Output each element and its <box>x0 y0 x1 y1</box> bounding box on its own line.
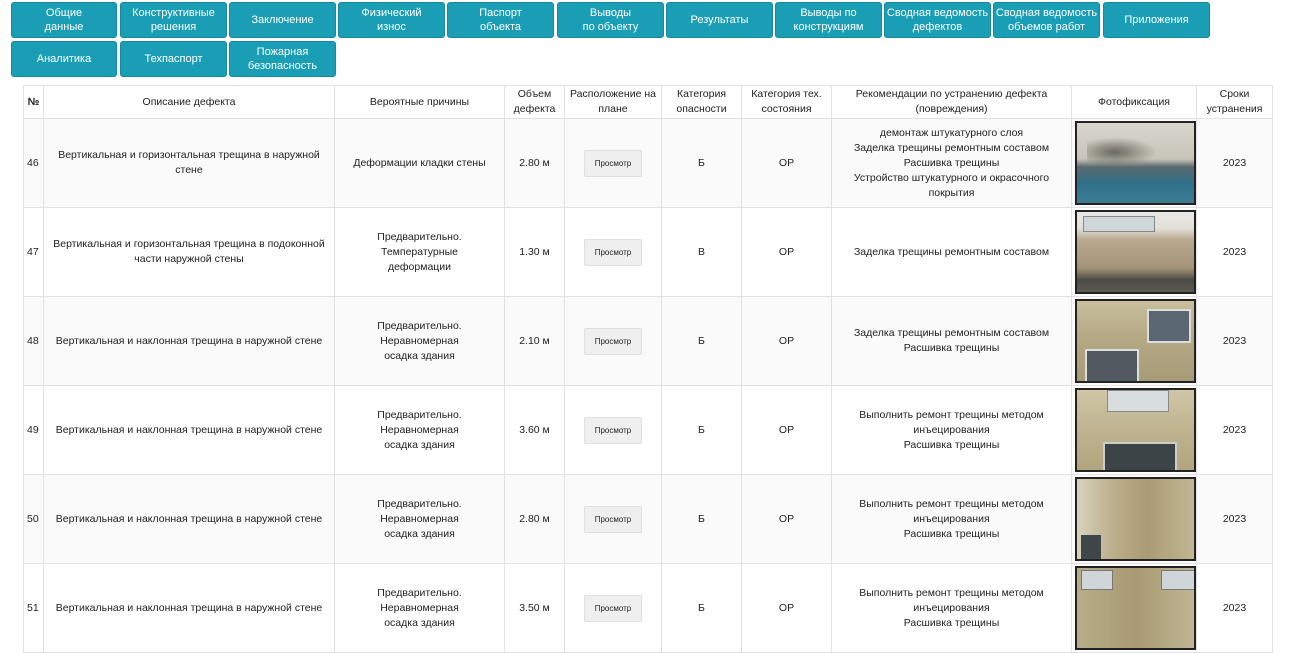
recommendations: Выполнить ремонт трещины методом инъецирования Расшивка трещины <box>832 386 1072 475</box>
table-row <box>24 386 1273 475</box>
danger-category: Б <box>662 119 742 208</box>
column-header: № <box>24 86 44 119</box>
nav-button[interactable]: Пожарная безопасность <box>229 41 336 77</box>
nav-button[interactable]: Сводная ведомость дефектов <box>884 2 991 38</box>
nav-button[interactable]: Сводная ведомость объемов работ <box>993 2 1100 38</box>
recommendations: Выполнить ремонт трещины методом инъецирования Расшивка трещины <box>832 475 1072 564</box>
nav-button[interactable]: Выводы по объекту <box>557 2 664 38</box>
danger-category: Б <box>662 386 742 475</box>
tech-state-category: ОР <box>742 475 832 564</box>
defect-description: Вертикальная и наклонная трещина в наружной стене <box>44 297 335 386</box>
table-row <box>24 564 1273 653</box>
view-on-plan-button[interactable]: Просмотр <box>584 417 643 444</box>
defect-photo[interactable] <box>1075 121 1196 205</box>
probable-cause: Деформации кладки стены <box>335 119 505 208</box>
view-on-plan-button[interactable]: Просмотр <box>584 595 643 622</box>
table-row <box>24 297 1273 386</box>
plan-location-cell <box>565 475 662 564</box>
tech-state-category: ОР <box>742 297 832 386</box>
table-row <box>24 475 1273 564</box>
plan-location-cell <box>565 208 662 297</box>
fix-deadline: 2023 <box>1197 564 1273 653</box>
plan-location-cell <box>565 564 662 653</box>
nav-button[interactable]: Приложения <box>1103 2 1210 38</box>
nav-button[interactable]: Аналитика <box>11 41 117 77</box>
fix-deadline: 2023 <box>1197 297 1273 386</box>
tech-state-category: ОР <box>742 564 832 653</box>
defect-photo[interactable] <box>1075 210 1196 294</box>
defect-description: Вертикальная и наклонная трещина в наружной стене <box>44 475 335 564</box>
row-number: 48 <box>24 297 44 386</box>
column-header: Описание дефекта <box>44 86 335 119</box>
nav-button[interactable]: Паспорт объекта <box>447 2 554 38</box>
photo-cell <box>1072 119 1197 208</box>
view-on-plan-button[interactable]: Просмотр <box>584 239 643 266</box>
photo-cell <box>1072 297 1197 386</box>
view-on-plan-button[interactable]: Просмотр <box>584 506 643 533</box>
danger-category: Б <box>662 475 742 564</box>
defect-description: Вертикальная и наклонная трещина в наружной стене <box>44 564 335 653</box>
danger-category: В <box>662 208 742 297</box>
top-navigation <box>0 0 1300 80</box>
defect-photo[interactable] <box>1075 388 1196 472</box>
photo-cell <box>1072 386 1197 475</box>
recommendations: демонтаж штукатурного слоя Заделка трещины ремонтным составом Расшивка трещины Устройство штукатурного и окрасочного покрытия <box>832 119 1072 208</box>
plan-location-cell <box>565 297 662 386</box>
probable-cause: Предварительно. Неравномерная осадка здания <box>335 386 505 475</box>
defects-table-container <box>23 85 1272 653</box>
defect-description: Вертикальная и горизонтальная трещина в подоконной части наружной стены <box>44 208 335 297</box>
table-header-row <box>24 86 1273 119</box>
nav-button[interactable]: Общие данные <box>11 2 117 38</box>
plan-location-cell <box>565 386 662 475</box>
defect-photo[interactable] <box>1075 299 1196 383</box>
probable-cause: Предварительно. Неравномерная осадка здания <box>335 475 505 564</box>
probable-cause: Предварительно. Температурные деформации <box>335 208 505 297</box>
defect-photo[interactable] <box>1075 477 1196 561</box>
row-number: 49 <box>24 386 44 475</box>
nav-button[interactable]: Физический износ <box>338 2 445 38</box>
table-row <box>24 208 1273 297</box>
fix-deadline: 2023 <box>1197 386 1273 475</box>
defect-volume: 1.30 м <box>505 208 565 297</box>
nav-button[interactable]: Результаты <box>666 2 773 38</box>
photo-cell <box>1072 208 1197 297</box>
probable-cause: Предварительно. Неравномерная осадка здания <box>335 564 505 653</box>
defect-photo[interactable] <box>1075 566 1196 650</box>
view-on-plan-button[interactable]: Просмотр <box>584 150 643 177</box>
view-on-plan-button[interactable]: Просмотр <box>584 328 643 355</box>
column-header: Фотофиксация <box>1072 86 1197 119</box>
probable-cause: Предварительно. Неравномерная осадка здания <box>335 297 505 386</box>
defect-description: Вертикальная и наклонная трещина в наружной стене <box>44 386 335 475</box>
danger-category: Б <box>662 297 742 386</box>
tech-state-category: ОР <box>742 208 832 297</box>
column-header: Вероятные причины <box>335 86 505 119</box>
tech-state-category: ОР <box>742 119 832 208</box>
column-header: Рекомендации по устранению дефекта (повреждения) <box>832 86 1072 119</box>
recommendations: Выполнить ремонт трещины методом инъецирования Расшивка трещины <box>832 564 1072 653</box>
fix-deadline: 2023 <box>1197 475 1273 564</box>
column-header: Сроки устранения <box>1197 86 1273 119</box>
tech-state-category: ОР <box>742 386 832 475</box>
nav-button[interactable]: Заключение <box>229 2 336 38</box>
column-header: Объем дефекта <box>505 86 565 119</box>
defect-volume: 3.50 м <box>505 564 565 653</box>
nav-button[interactable]: Конструктивные решения <box>120 2 227 38</box>
nav-button[interactable]: Техпаспорт <box>120 41 227 77</box>
recommendations: Заделка трещины ремонтным составом Расшивка трещины <box>832 297 1072 386</box>
row-number: 51 <box>24 564 44 653</box>
row-number: 46 <box>24 119 44 208</box>
defect-volume: 2.80 м <box>505 119 565 208</box>
recommendations: Заделка трещины ремонтным составом <box>832 208 1072 297</box>
defect-volume: 2.80 м <box>505 475 565 564</box>
fix-deadline: 2023 <box>1197 208 1273 297</box>
plan-location-cell <box>565 119 662 208</box>
column-header: Категория тех. состояния <box>742 86 832 119</box>
danger-category: Б <box>662 564 742 653</box>
defects-table <box>23 85 1273 653</box>
photo-cell <box>1072 475 1197 564</box>
row-number: 47 <box>24 208 44 297</box>
defect-volume: 3.60 м <box>505 386 565 475</box>
defect-volume: 2.10 м <box>505 297 565 386</box>
row-number: 50 <box>24 475 44 564</box>
nav-button[interactable]: Выводы по конструкциям <box>775 2 882 38</box>
photo-cell <box>1072 564 1197 653</box>
fix-deadline: 2023 <box>1197 119 1273 208</box>
column-header: Расположение на плане <box>565 86 662 119</box>
table-row <box>24 119 1273 208</box>
column-header: Категория опасности <box>662 86 742 119</box>
defect-description: Вертикальная и горизонтальная трещина в наружной стене <box>44 119 335 208</box>
